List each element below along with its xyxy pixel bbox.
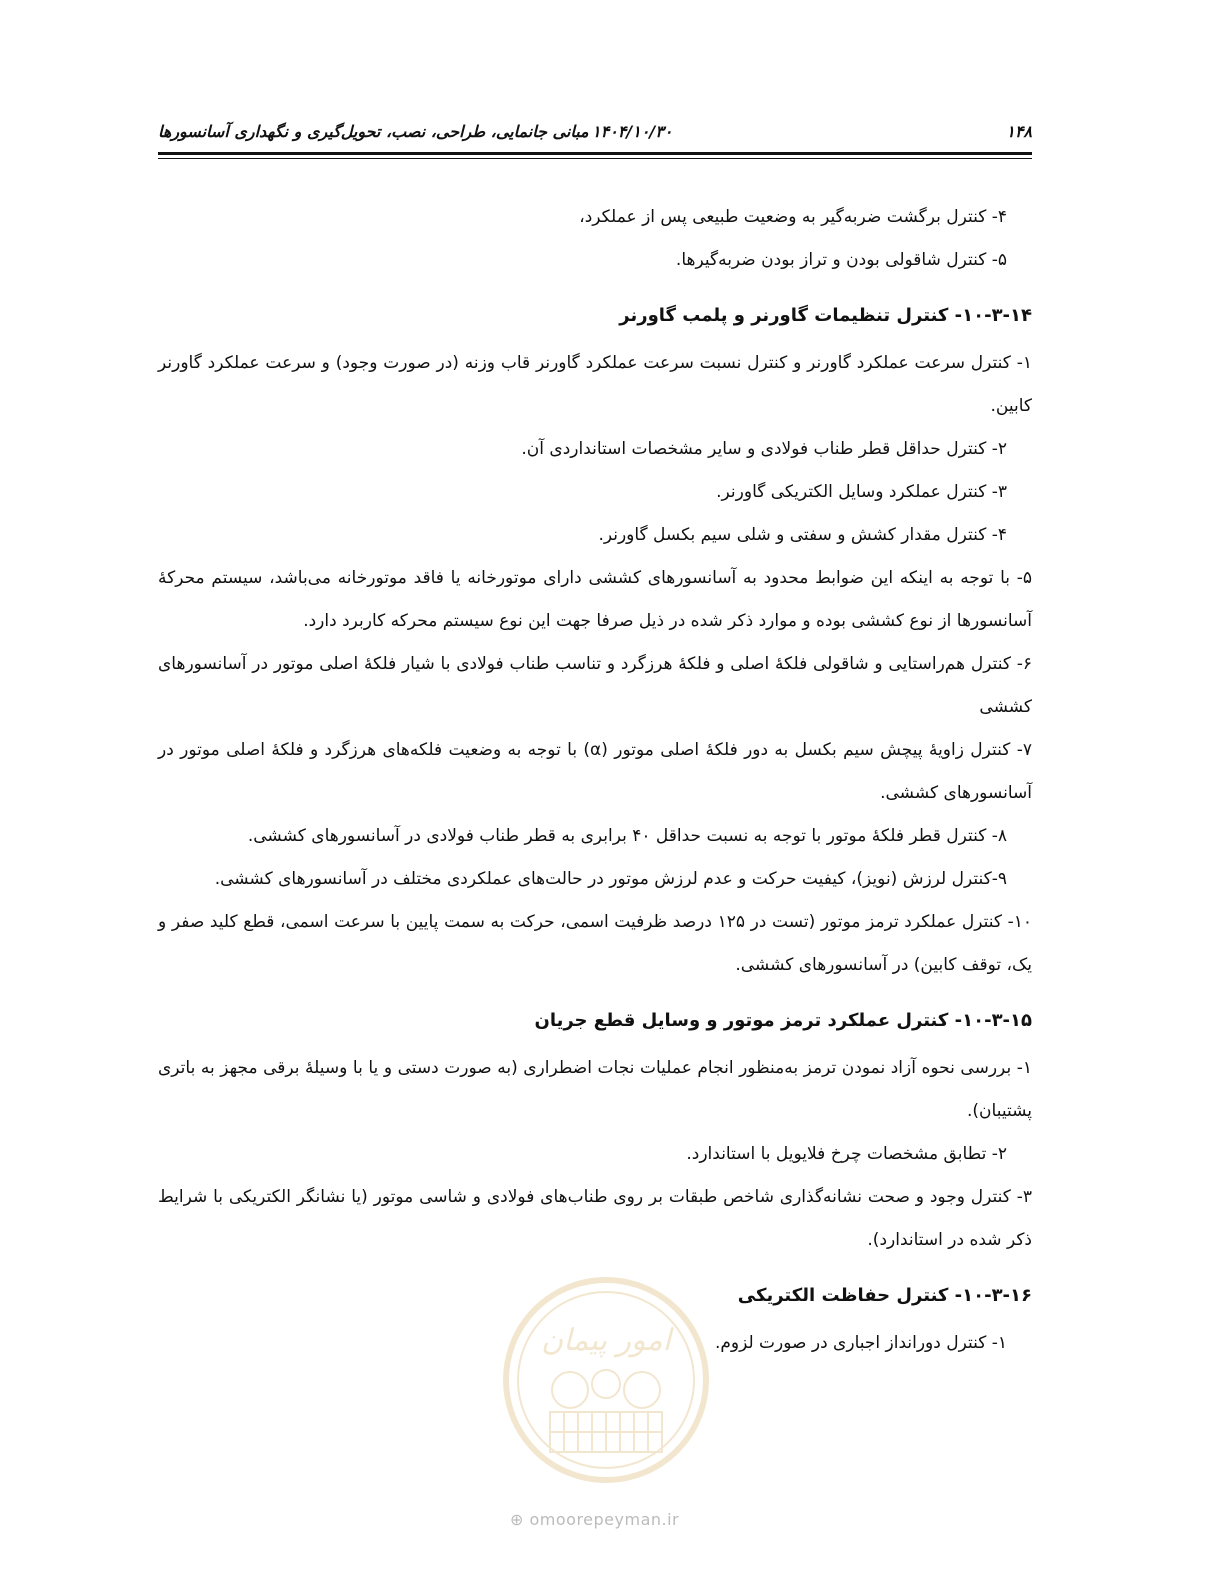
list-item: ۵- با توجه به اینکه این ضوابط محدود به آسانسورهای کششی دارای موتورخانه یا فاقد موتورخانه می‌باشد، سیستم محرکهٔ آسانسورها از نوع کششی بوده و موارد ذکر شده در ذیل صرفا جهت این نوع سیستم محرکه کاربرد دارد. [158, 568, 1032, 631]
globe-icon: ⊕ [510, 1510, 524, 1529]
section-heading: ۱۰-۳-۱۶- کنترل حفاظت الکتریکی [737, 1285, 1032, 1306]
watermark-logo-text: امور پیمان [541, 1323, 671, 1358]
section-heading: ۱۰-۳-۱۵- کنترل عملکرد ترمز موتور و وسایل قطع جریان [534, 1010, 1032, 1031]
list-item: ۴- کنترل مقدار کشش و سفتی و شلی سیم بکسل گاورنر. [598, 525, 1007, 545]
list-item: ۲- کنترل حداقل قطر طناب فولادی و سایر مشخصات استانداردی آن. [521, 439, 1007, 459]
header-date: ۱۴۰۴/۱۰/۳۰ [592, 122, 673, 141]
list-item: ۱- کنترل دورانداز اجباری در صورت لزوم. [714, 1333, 1007, 1353]
watermark-logo [498, 1272, 714, 1488]
list-item: ۳- کنترل وجود و صحت نشانه‌گذاری شاخص طبقات بر روی طناب‌های فولادی و شاسی موتور (یا نشانگر الکتریکی با شرایط ذکر شده در استاندارد). [158, 1187, 1032, 1250]
list-item: ۷- کنترل زاویهٔ پیچش سیم بکسل به دور فلکهٔ اصلی موتور (α) با توجه به وضعیت فلکه‌های هرزگرد و فلکهٔ اصلی موتور در آسانسورهای کششی. [158, 740, 1032, 803]
list-item: ۹-کنترل لرزش (نویز)، کیفیت حرکت و عدم لرزش موتور در حالت‌های عملکردی مختلف در آسانسورهای کششی. [214, 869, 1007, 889]
page-header [158, 118, 1032, 150]
list-item: ۵- کنترل شاقولی بودن و تراز بودن ضربه‌گیرها. [675, 250, 1007, 270]
list-item: ۱۰- کنترل عملکرد ترمز موتور (تست در ۱۲۵ درصد ظرفیت اسمی، حرکت به سمت پایین با سرعت اسمی، قطع کلید صفر و یک، توقف کابین) در آسانسورهای کششی. [158, 912, 1032, 975]
list-item: ۳- کنترل عملکرد وسایل الکتریکی گاورنر. [716, 482, 1007, 502]
section-heading: ۱۰-۳-۱۴- کنترل تنظیمات گاورنر و پلمب گاورنر [619, 305, 1032, 326]
list-item: ۱- بررسی نحوه آزاد نمودن ترمز به‌منظور انجام عملیات نجات اضطراری (به صورت دستی و یا با وسیلهٔ برقی مجهز به باتری پشتیبان). [158, 1058, 1032, 1121]
header-divider-thin [158, 158, 1032, 159]
list-item: ۱- کنترل سرعت عملکرد گاورنر و کنترل نسبت سرعت عملکرد گاورنر قاب وزنه (در صورت وجود) و سرعت عملکرد گاورنر کابین. [158, 353, 1032, 416]
list-item: ۸- کنترل قطر فلکهٔ موتور با توجه به نسبت حداقل ۴۰ برابری به قطر طناب فولادی در آسانسورهای کششی. [247, 826, 1007, 846]
watermark-site: ⊕ omoorepeyman.ir [510, 1510, 680, 1529]
page-number: ۱۴۸ [1006, 122, 1032, 141]
list-item: ۴- کنترل برگشت ضربه‌گیر به وضعیت طبیعی پس از عملکرد، [579, 207, 1007, 227]
book-title: مبانی جانمایی، طراحی، نصب، تحویل‌گیری و نگهداری آسانسورها [158, 122, 589, 141]
list-item: ۶- کنترل هم‌راستایی و شاقولی فلکهٔ اصلی و فلکهٔ هرزگرد و تناسب طناب فولادی با شیار فلکهٔ اصلی موتور در آسانسورهای کششی [158, 654, 1032, 717]
list-item: ۲- تطابق مشخصات چرخ فلایویل با استاندارد. [686, 1144, 1007, 1164]
header-divider [158, 152, 1032, 155]
page-body [158, 196, 1032, 1365]
